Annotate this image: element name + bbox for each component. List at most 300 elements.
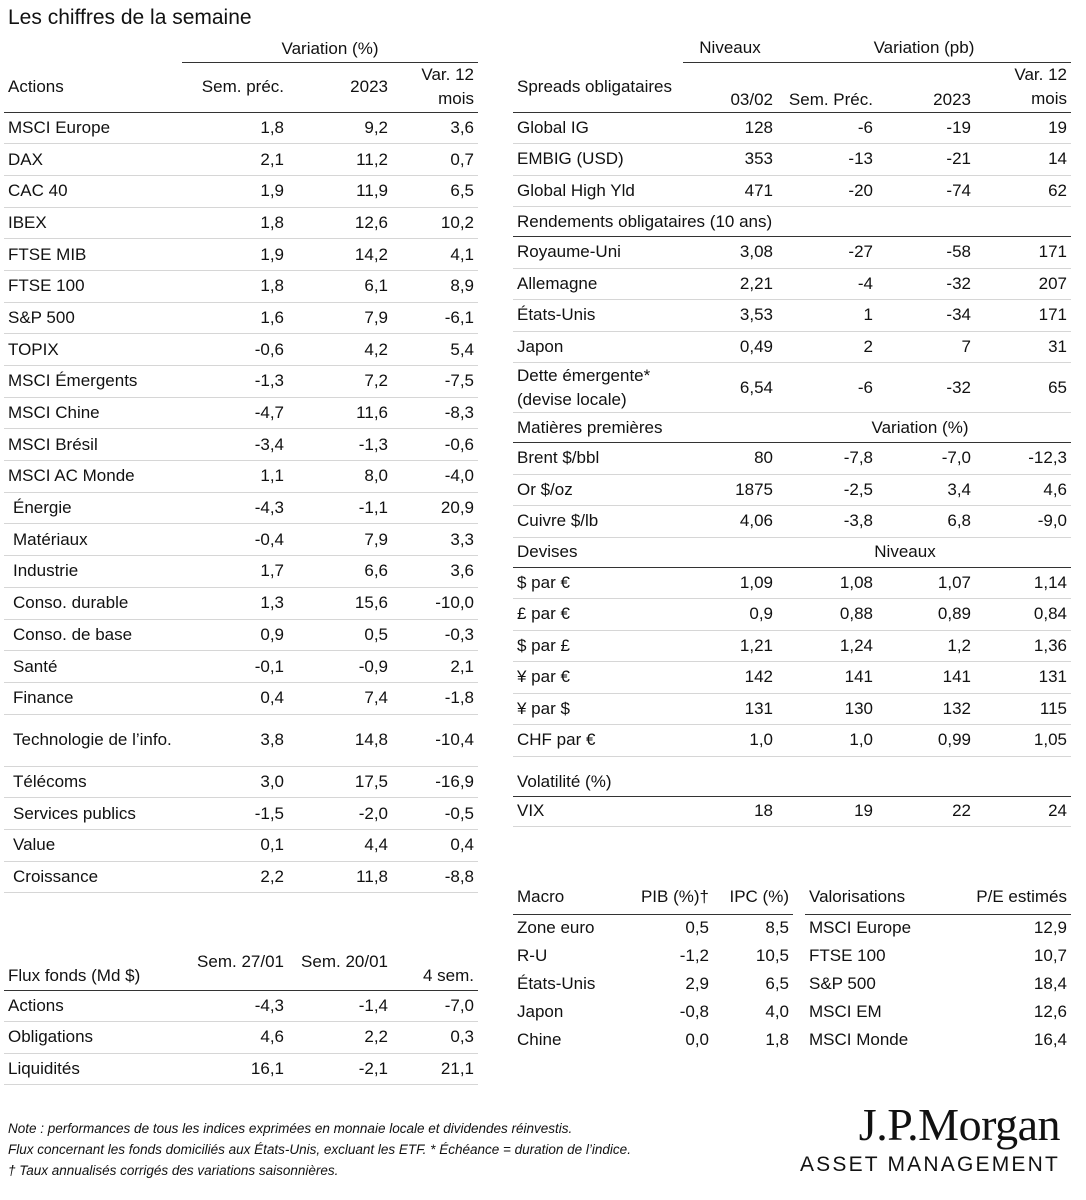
- equity-row-label: MSCI Émergents: [4, 366, 182, 398]
- equity-row-value: 1,6: [182, 302, 288, 334]
- equity-row-value: 4,2: [288, 334, 392, 366]
- sector-row-value: 17,5: [288, 766, 392, 798]
- equity-row-value: 12,6: [288, 207, 392, 239]
- flow-row: [4, 1053, 478, 1085]
- macro-row-value: -1,2: [679, 946, 709, 965]
- equity-row: [4, 239, 478, 271]
- equity-row-value: -1,3: [182, 366, 288, 398]
- macro-col-label: Macro: [513, 880, 623, 914]
- equity-row: [4, 302, 478, 334]
- sector-row-value: -8,8: [392, 861, 478, 893]
- vol-row-value: 18: [683, 796, 777, 826]
- footnotes: [8, 1118, 768, 1181]
- equity-row-value: -1,3: [288, 429, 392, 461]
- flow-row-value: -2,1: [288, 1053, 392, 1085]
- sector-row: [4, 861, 478, 893]
- sector-row: [4, 766, 478, 798]
- sector-row-value: 4,4: [288, 829, 392, 861]
- macro-row-label: Chine: [517, 1030, 562, 1049]
- macro-row-value: 0,0: [685, 1030, 709, 1049]
- equity-row-value: 11,2: [288, 144, 392, 176]
- bonds-table: [513, 34, 1071, 827]
- sector-row-value: 3,6: [392, 556, 478, 588]
- sector-row: [4, 682, 478, 714]
- equities-table: [4, 36, 478, 893]
- sector-row: [4, 587, 478, 619]
- equity-row-value: -4,0: [392, 461, 478, 493]
- spread-row-value: 353: [683, 144, 777, 176]
- sector-row-value: 3,0: [182, 766, 288, 798]
- equity-row-value: -0,6: [182, 334, 288, 366]
- fx-row-value: 1,14: [975, 567, 1071, 599]
- commodity-row-value: -2,5: [777, 474, 877, 506]
- macro-row-value: -0,8: [679, 1002, 709, 1021]
- equity-row-value: 3,6: [392, 112, 478, 144]
- sector-row-value: -0,3: [392, 619, 478, 651]
- valuations-col-label: Valorisations: [805, 880, 945, 914]
- yield-row-value: 1: [777, 300, 877, 332]
- vol-row-value: 22: [877, 796, 975, 826]
- equity-row: [4, 429, 478, 461]
- macro-col-gdp: PIB (%)†: [623, 880, 713, 914]
- footnote-2: Flux concernant les fonds domiciliés aux États-Unis, excluant les ETF. * Échéance = duration de l’indice.: [8, 1142, 631, 1157]
- fx-row-label: ¥ par $: [513, 693, 683, 725]
- logo-subtitle: ASSET MANAGEMENT: [799, 1153, 1060, 1176]
- sector-row-value: 1,7: [182, 556, 288, 588]
- equity-row-value: 7,9: [288, 302, 392, 334]
- flow-row-value: 4,6: [182, 1022, 288, 1054]
- equity-row-value: 7,2: [288, 366, 392, 398]
- equity-row-label: CAC 40: [4, 175, 182, 207]
- sector-row: [4, 619, 478, 651]
- sector-row: [4, 556, 478, 588]
- equities-col-actions: Actions: [4, 62, 182, 112]
- macro-row: [513, 942, 793, 970]
- sector-row-value: 3,3: [392, 524, 478, 556]
- commodity-row-value: -12,3: [975, 443, 1071, 475]
- equity-row-label: S&P 500: [4, 302, 182, 334]
- equity-row: [4, 334, 478, 366]
- sector-row-label: Croissance: [4, 861, 182, 893]
- flow-row: [4, 990, 478, 1022]
- equity-row: [4, 461, 478, 493]
- sector-row-value: 7,4: [288, 682, 392, 714]
- equity-row-value: 10,2: [392, 207, 478, 239]
- bonds-col-spreads: Spreads obligataires: [513, 62, 683, 112]
- commodity-row-value: 4,6: [975, 474, 1071, 506]
- macro-row-value: 4,0: [765, 1002, 789, 1021]
- macro-row-label: Zone euro: [517, 918, 595, 938]
- equity-row-value: 1,9: [182, 239, 288, 271]
- footnote-1: Note : performances de tous les indices exprimées en monnaie locale et dividendes réinvestis.: [8, 1121, 573, 1136]
- bonds-levels-header: Niveaux: [683, 34, 777, 62]
- yield-row-value: 6,54: [683, 363, 777, 413]
- flow-row-value: 2,2: [288, 1022, 392, 1054]
- fx-row: [513, 567, 1071, 599]
- fx-row-label: £ par €: [513, 599, 683, 631]
- bonds-col-12m: Var. 12 mois: [975, 62, 1071, 112]
- flow-row-value: -1,4: [288, 990, 392, 1022]
- logo-brand: J.P.Morgan: [858, 1099, 1060, 1150]
- commodity-row: [513, 443, 1071, 475]
- spread-row-value: -19: [877, 112, 975, 144]
- bonds-col-ytd: 2023: [877, 62, 975, 112]
- yield-row-value: 207: [975, 268, 1071, 300]
- equity-row-value: 1,8: [182, 112, 288, 144]
- sector-row-value: -0,4: [182, 524, 288, 556]
- sector-row-value: 6,6: [288, 556, 392, 588]
- fx-row-value: 1,36: [975, 630, 1071, 662]
- sector-row-value: 2,2: [182, 861, 288, 893]
- fx-row-value: 0,84: [975, 599, 1071, 631]
- vol-row-value: 19: [777, 796, 877, 826]
- yield-row: [513, 300, 1071, 332]
- flows-col-label: Flux fonds (Md $): [4, 934, 182, 990]
- spread-row-label: Global IG: [513, 112, 683, 144]
- sector-row-label: Value: [4, 829, 182, 861]
- equities-group-header: Variation (%): [182, 36, 478, 62]
- fx-row-value: 131: [683, 693, 777, 725]
- sector-row-value: -1,1: [288, 492, 392, 524]
- yield-row: [513, 268, 1071, 300]
- fx-row-label: $ par £: [513, 630, 683, 662]
- fx-row-value: 1,09: [683, 567, 777, 599]
- macro-row-label: États-Unis: [517, 974, 596, 993]
- sector-row-value: 1,3: [182, 587, 288, 619]
- macro-row-value: 6,5: [765, 974, 789, 993]
- sector-row-value: -0,5: [392, 798, 478, 830]
- sector-row-value: -0,9: [288, 651, 392, 683]
- valuation-row-label: MSCI Monde: [809, 1030, 909, 1049]
- equity-row: [4, 207, 478, 239]
- equity-row: [4, 175, 478, 207]
- flow-row-value: 16,1: [182, 1053, 288, 1085]
- sector-row-label: Conso. de base: [4, 619, 182, 651]
- fx-row-value: 0,88: [777, 599, 877, 631]
- valuation-row-value: 12,6: [1033, 1002, 1067, 1021]
- valuation-row-label: S&P 500: [809, 974, 876, 993]
- yield-row-value: -4: [777, 268, 877, 300]
- equity-row: [4, 270, 478, 302]
- fx-row-value: 1,07: [877, 567, 975, 599]
- commodity-row-value: 6,8: [877, 506, 975, 538]
- equity-row-value: 8,0: [288, 461, 392, 493]
- valuation-row-value: 18,4: [1033, 974, 1067, 993]
- equity-row-value: -8,3: [392, 397, 478, 429]
- valuation-row: [805, 998, 1071, 1026]
- spread-row-value: -13: [777, 144, 877, 176]
- equity-row-value: 8,9: [392, 270, 478, 302]
- equity-row-value: 1,1: [182, 461, 288, 493]
- fx-row-value: 130: [777, 693, 877, 725]
- jpmorgan-logo: [800, 1098, 1060, 1177]
- valuation-row: [805, 942, 1071, 970]
- sector-row-value: 0,4: [392, 829, 478, 861]
- commodity-row-value: -9,0: [975, 506, 1071, 538]
- commodity-row-value: -7,0: [877, 443, 975, 475]
- macro-row-value: 0,5: [685, 918, 709, 938]
- equity-row: [4, 112, 478, 144]
- commodities-change-header: Variation (%): [683, 413, 1071, 443]
- yield-row-value: 65: [975, 363, 1071, 413]
- yield-row: [513, 363, 1071, 413]
- commodity-row: [513, 474, 1071, 506]
- equity-row-value: 1,9: [182, 175, 288, 207]
- fx-header: Devises: [513, 537, 683, 567]
- valuation-row-label: MSCI Europe: [809, 918, 912, 938]
- spread-row-label: Global High Yld: [513, 175, 683, 207]
- fx-row-value: 1,0: [777, 725, 877, 757]
- valuations-col-pe: P/E estimés: [945, 880, 1071, 914]
- yield-row-value: 2: [777, 331, 877, 363]
- yield-row-label: Dette émergente* (devise locale): [513, 363, 683, 413]
- vol-row-label: VIX: [513, 796, 683, 826]
- flow-row-label: Obligations: [4, 1022, 182, 1054]
- fx-row-label: ¥ par €: [513, 662, 683, 694]
- sector-row-value: -1,5: [182, 798, 288, 830]
- sector-row-value: -2,0: [288, 798, 392, 830]
- yield-row-value: 171: [975, 237, 1071, 269]
- sector-row-value: 3,8: [182, 714, 288, 766]
- sector-row-value: 0,1: [182, 829, 288, 861]
- yield-row-value: 3,08: [683, 237, 777, 269]
- spread-row: [513, 112, 1071, 144]
- equity-row-value: 11,6: [288, 397, 392, 429]
- vol-row: [513, 796, 1071, 826]
- bonds-change-header: Variation (pb): [777, 34, 1071, 62]
- sector-row-value: 0,9: [182, 619, 288, 651]
- valuation-row-label: MSCI EM: [809, 1002, 882, 1021]
- sector-row: [4, 829, 478, 861]
- vol-header: Volatilité (%): [513, 756, 1071, 796]
- sector-row-value: -0,1: [182, 651, 288, 683]
- sector-row-label: Conso. durable: [4, 587, 182, 619]
- flow-row-value: -4,3: [182, 990, 288, 1022]
- macro-row: [513, 998, 793, 1026]
- fx-row: [513, 725, 1071, 757]
- macro-row-value: 1,8: [765, 1030, 789, 1049]
- equity-row-value: 1,8: [182, 207, 288, 239]
- commodity-row-value: -3,8: [777, 506, 877, 538]
- fx-row-label: $ par €: [513, 567, 683, 599]
- sector-row-value: 7,9: [288, 524, 392, 556]
- sector-row-value: -4,3: [182, 492, 288, 524]
- commodity-row-label: Cuivre $/lb: [513, 506, 683, 538]
- spread-row-value: 14: [975, 144, 1071, 176]
- yields-header: Rendements obligataires (10 ans): [513, 207, 1071, 237]
- sector-row-label: Télécoms: [4, 766, 182, 798]
- macro-row: [513, 970, 793, 998]
- flow-row-value: 0,3: [392, 1022, 478, 1054]
- fx-row: [513, 693, 1071, 725]
- vol-row-value: 24: [975, 796, 1071, 826]
- sector-row-label: Technologie de l’info.: [4, 714, 182, 766]
- flow-row-label: Actions: [4, 990, 182, 1022]
- yield-row-value: -34: [877, 300, 975, 332]
- yield-row-value: 3,53: [683, 300, 777, 332]
- macro-row-value: 8,5: [765, 918, 789, 938]
- yield-row-value: -27: [777, 237, 877, 269]
- sector-row: [4, 798, 478, 830]
- fx-row-value: 1,0: [683, 725, 777, 757]
- commodity-row-value: 3,4: [877, 474, 975, 506]
- sector-row: [4, 714, 478, 766]
- sector-row-value: 0,4: [182, 682, 288, 714]
- sector-row-value: 0,5: [288, 619, 392, 651]
- flows-col-4w: 4 sem.: [392, 934, 478, 990]
- flow-row: [4, 1022, 478, 1054]
- equity-row-value: 14,2: [288, 239, 392, 271]
- yield-row-label: Royaume-Uni: [513, 237, 683, 269]
- fx-row-value: 0,9: [683, 599, 777, 631]
- yield-row-value: -6: [777, 363, 877, 413]
- bonds-col-week: Sem. Préc.: [777, 62, 877, 112]
- fx-row-value: 115: [975, 693, 1071, 725]
- macro-row-value: 2,9: [685, 974, 709, 993]
- equity-row-value: -7,5: [392, 366, 478, 398]
- fx-row: [513, 599, 1071, 631]
- sector-row-label: Industrie: [4, 556, 182, 588]
- fx-levels-header: Niveaux: [683, 537, 1071, 567]
- yield-row-label: Japon: [513, 331, 683, 363]
- equity-row: [4, 366, 478, 398]
- sector-row-label: Énergie: [4, 492, 182, 524]
- sector-row-label: Finance: [4, 682, 182, 714]
- equity-row-value: 11,9: [288, 175, 392, 207]
- spread-row-value: 19: [975, 112, 1071, 144]
- equity-row-label: IBEX: [4, 207, 182, 239]
- equity-row-label: FTSE 100: [4, 270, 182, 302]
- fx-row: [513, 630, 1071, 662]
- spread-row-value: 128: [683, 112, 777, 144]
- flow-row-label: Liquidités: [4, 1053, 182, 1085]
- equity-row-value: 4,1: [392, 239, 478, 271]
- yield-row: [513, 331, 1071, 363]
- bonds-col-date: 03/02: [683, 62, 777, 112]
- fx-row-value: 142: [683, 662, 777, 694]
- sector-row: [4, 651, 478, 683]
- fx-row-value: 1,05: [975, 725, 1071, 757]
- sector-row-value: 11,8: [288, 861, 392, 893]
- yield-row-value: 171: [975, 300, 1071, 332]
- sector-row-label: Services publics: [4, 798, 182, 830]
- fx-row-value: 1,08: [777, 567, 877, 599]
- flows-col-w2: Sem. 20/01: [288, 934, 392, 990]
- valuation-row: [805, 914, 1071, 942]
- yield-row: [513, 237, 1071, 269]
- equities-col-week: Sem. préc.: [182, 62, 288, 112]
- equity-row-label: DAX: [4, 144, 182, 176]
- yield-row-value: -32: [877, 363, 975, 413]
- commodity-row-label: Or $/oz: [513, 474, 683, 506]
- equity-row-value: 6,5: [392, 175, 478, 207]
- spread-row: [513, 144, 1071, 176]
- fx-row-value: 141: [877, 662, 975, 694]
- macro-col-cpi: IPC (%): [713, 880, 793, 914]
- equity-row-value: 0,7: [392, 144, 478, 176]
- flows-col-w1: Sem. 27/01: [182, 934, 288, 990]
- macro-row: [513, 1026, 793, 1054]
- yield-row-value: -32: [877, 268, 975, 300]
- spread-row-value: -20: [777, 175, 877, 207]
- sector-row: [4, 524, 478, 556]
- fx-row: [513, 662, 1071, 694]
- valuation-row-value: 16,4: [1033, 1030, 1067, 1049]
- equity-row-value: 2,1: [182, 144, 288, 176]
- fx-row-value: 131: [975, 662, 1071, 694]
- spread-row-value: -21: [877, 144, 975, 176]
- macro-table: [513, 880, 793, 1054]
- macro-row-value: 10,5: [755, 946, 789, 965]
- sector-row-value: -10,4: [392, 714, 478, 766]
- equity-row: [4, 144, 478, 176]
- sector-row-value: -16,9: [392, 766, 478, 798]
- sector-row: [4, 492, 478, 524]
- spread-row-value: -74: [877, 175, 975, 207]
- spread-row-value: 62: [975, 175, 1071, 207]
- spread-row: [513, 175, 1071, 207]
- equity-row-value: -0,6: [392, 429, 478, 461]
- valuation-row-value: 10,7: [1033, 946, 1067, 965]
- equity-row-value: -6,1: [392, 302, 478, 334]
- equity-row-value: 9,2: [288, 112, 392, 144]
- equity-row-value: 6,1: [288, 270, 392, 302]
- valuation-row: [805, 1026, 1071, 1054]
- yield-row-value: 0,49: [683, 331, 777, 363]
- valuation-row-label: FTSE 100: [809, 946, 886, 965]
- sector-row-value: 2,1: [392, 651, 478, 683]
- fx-row-value: 1,24: [777, 630, 877, 662]
- valuations-table: [805, 880, 1071, 1054]
- spread-row-label: EMBIG (USD): [513, 144, 683, 176]
- yield-row-label: États-Unis: [513, 300, 683, 332]
- equity-row-label: MSCI Europe: [4, 112, 182, 144]
- equity-row: [4, 397, 478, 429]
- yield-row-label: Allemagne: [513, 268, 683, 300]
- equity-row-label: MSCI AC Monde: [4, 461, 182, 493]
- fx-row-value: 1,2: [877, 630, 975, 662]
- commodities-header: Matières premières: [513, 413, 683, 443]
- sector-row-label: Matériaux: [4, 524, 182, 556]
- equity-row-value: -4,7: [182, 397, 288, 429]
- equity-row-value: 5,4: [392, 334, 478, 366]
- equity-row-label: MSCI Chine: [4, 397, 182, 429]
- fx-row-value: 0,99: [877, 725, 975, 757]
- equity-row-label: TOPIX: [4, 334, 182, 366]
- fx-row-value: 141: [777, 662, 877, 694]
- commodity-row: [513, 506, 1071, 538]
- commodity-row-value: 1875: [683, 474, 777, 506]
- macro-row-label: R-U: [517, 946, 548, 965]
- equity-row-label: FTSE MIB: [4, 239, 182, 271]
- spread-row-value: 471: [683, 175, 777, 207]
- macro-row-label: Japon: [517, 1002, 564, 1021]
- macro-row: [513, 914, 793, 942]
- equities-col-12m: Var. 12 mois: [392, 62, 478, 112]
- sector-row-value: 20,9: [392, 492, 478, 524]
- yield-row-value: 2,21: [683, 268, 777, 300]
- spread-row-value: -6: [777, 112, 877, 144]
- flows-table: [4, 934, 478, 1085]
- sector-row-value: -1,8: [392, 682, 478, 714]
- valuation-row: [805, 970, 1071, 998]
- fx-row-label: CHF par €: [513, 725, 683, 757]
- valuation-row-value: 12,9: [1033, 918, 1067, 938]
- page-title: Les chiffres de la semaine: [8, 6, 252, 29]
- commodity-row-value: 4,06: [683, 506, 777, 538]
- yield-row-value: 7: [877, 331, 975, 363]
- commodity-row-value: -7,8: [777, 443, 877, 475]
